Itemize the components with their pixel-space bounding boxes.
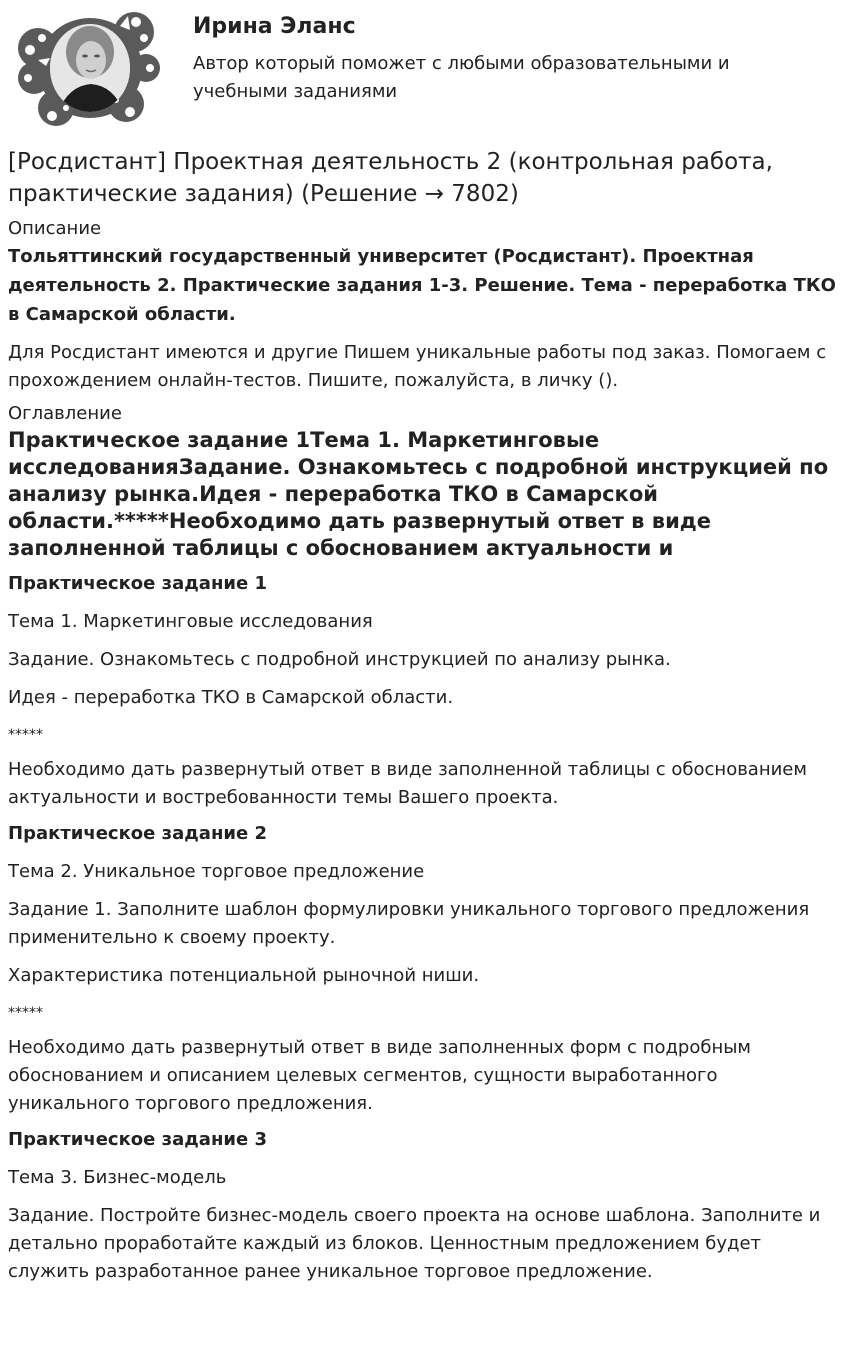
task-2-assignment: Задание 1. Заполните шаблон формулировки уникального торгового предложения применительно к своему проекту. — [8, 899, 810, 948]
document-title: [Росдистант] Проектная деятельность 2 (контрольная работа, практические задания) (Решение → 7802) — [8, 149, 773, 207]
task-2-theme: Тема 2. Уникальное торговое предложение — [8, 861, 425, 882]
description-text: Для Росдистант имеются и другие Пишем уникальные работы под заказ. Помогаем с прохождением онлайн-тестов. Пишите, пожалуйста, в личку (). — [8, 342, 827, 391]
task-1-requirement: Необходимо дать развернутый ответ в виде заполненной таблицы с обоснованием актуальности и востребованности темы Вашего проекта. — [8, 759, 807, 808]
task-2-idea: Характеристика потенциальной рыночной ниши. — [8, 965, 480, 986]
description-label: Описание — [8, 218, 102, 239]
author-header — [8, 0, 839, 130]
task-3-assignment: Задание. Постройте бизнес-модель своего проекта на основе шаблона. Заполните и детально проработайте каждый из блоков. Ценностным предложением будет служить разработанное ранее уникальное торговое предложение. — [8, 1205, 821, 1282]
author-avatar[interactable] — [16, 8, 160, 128]
task-1-idea: Идея - переработка ТКО в Самарской области. — [8, 687, 454, 708]
task-2-heading: Практическое задание 2 — [8, 823, 267, 844]
toc-summary: Практическое задание 1Тема 1. Маркетинговые исследованияЗадание. Ознакомьтесь с подробной инструкцией по анализу рынка.Идея - переработка ТКО в Самарской области.*****Необходимо дать развернутый ответ в виде заполненной таблицы с обоснованием актуальности и — [8, 428, 829, 560]
task-1-separator: ***** — [8, 727, 43, 743]
task-2-separator: ***** — [8, 1005, 43, 1021]
author-description: Автор который поможет с любыми образовательными и учебными заданиями — [193, 53, 730, 102]
avatar-film-frame-icon — [16, 8, 160, 128]
task-3-heading: Практическое задание 3 — [8, 1129, 267, 1150]
task-2-requirement: Необходимо дать развернутый ответ в виде заполненных форм с подробным обоснованием и описанием целевых сегментов, сущности выработанного уникального торгового предложения. — [8, 1037, 752, 1114]
description-bold-text: Тольяттинский государственный университет (Росдистант). Проектная деятельность 2. Практические задания 1-3. Решение. Тема - переработка ТКО в Самарской области. — [8, 246, 836, 325]
task-3-theme: Тема 3. Бизнес-модель — [8, 1167, 227, 1188]
toc-label: Оглавление — [8, 403, 122, 424]
task-1-heading: Практическое задание 1 — [8, 573, 267, 594]
task-1-assignment: Задание. Ознакомьтесь с подробной инструкцией по анализу рынка. — [8, 649, 671, 670]
task-1-theme: Тема 1. Маркетинговые исследования — [8, 611, 373, 632]
author-name[interactable]: Ирина Эланс — [193, 14, 356, 39]
